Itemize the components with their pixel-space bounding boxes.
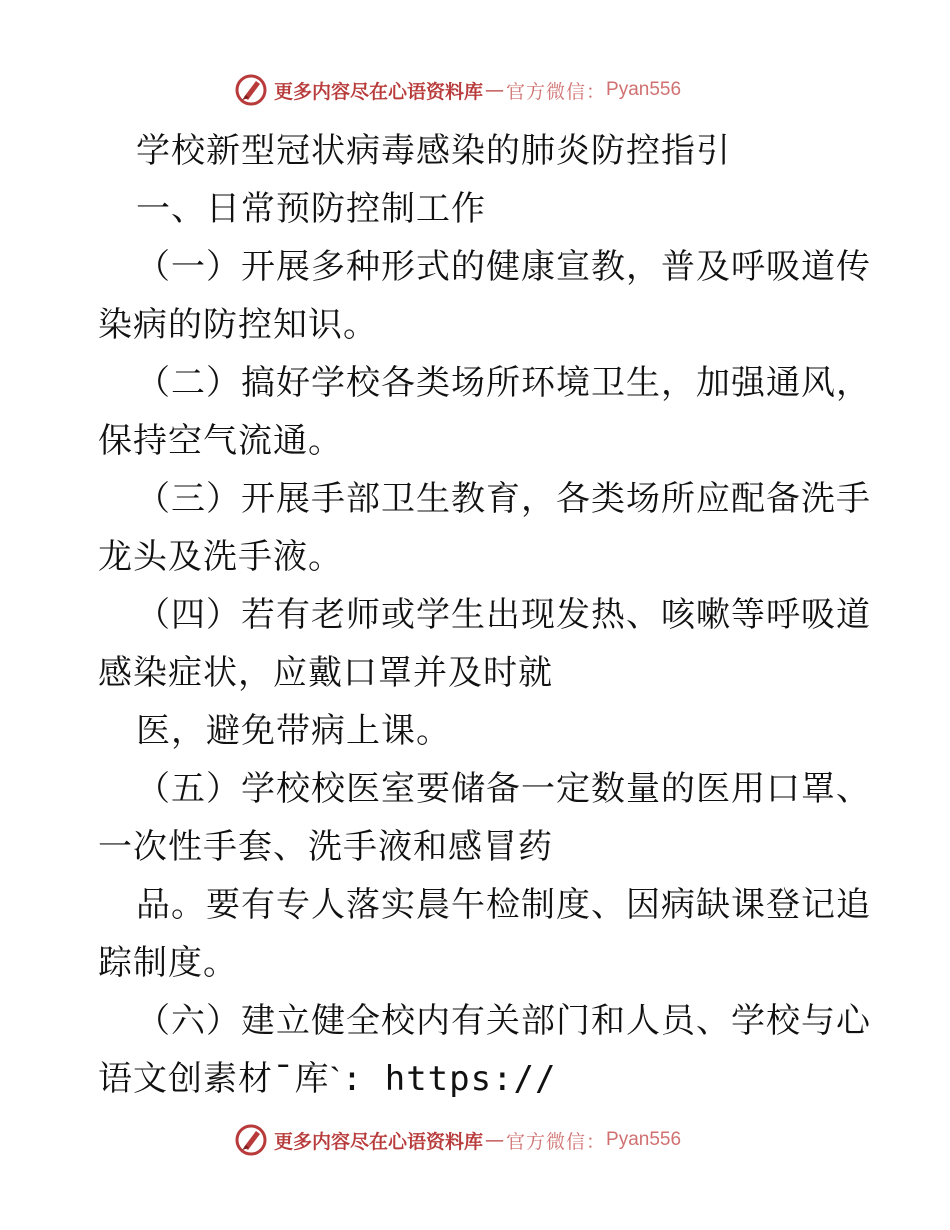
paragraph-line: （三）开展手部卫生教育，各类场所应配备洗手 — [136, 479, 871, 519]
watermark-header — [234, 70, 714, 110]
watermark-brand: 更多内容尽在心语资料库 — [274, 1130, 484, 1153]
paragraph-line: （一）开展多种形式的健康宣教，普及呼吸道传 — [136, 247, 871, 287]
paragraph-line: 染病的防控知识。 — [98, 305, 378, 345]
paragraph-line: 感染症状，应戴口罩并及时就 — [98, 653, 553, 693]
document-title: 学校新型冠状病毒感染的肺炎防控指引 — [136, 131, 731, 171]
section-heading: 一、日常预防控制工作 — [136, 189, 486, 229]
watermark-brand: 更多内容尽在心语资料库 — [274, 80, 484, 103]
watermark-official-label: 官方微信： — [506, 1130, 607, 1153]
watermark-official-label: 官方微信： — [506, 80, 607, 103]
paragraph-line: （二）搞好学校各类场所环境卫生，加强通风， — [136, 363, 871, 403]
pen-seal-icon — [234, 1123, 268, 1157]
paragraph-line: 一次性手套、洗手液和感冒药 — [98, 827, 553, 867]
document-body — [98, 122, 871, 1108]
watermark-separator: — — [485, 79, 505, 101]
paragraph-line: （六）建立健全校内有关部门和人员、学校与心 — [136, 1001, 871, 1041]
paragraph-line: 语文创素材¯库ˋ: https:// — [98, 1059, 557, 1099]
paragraph-line: 保持空气流通。 — [98, 421, 343, 461]
paragraph-line: （五）学校校医室要储备一定数量的医用口罩、 — [136, 769, 871, 809]
paragraph-line: 医，避免带病上课。 — [136, 711, 451, 751]
paragraph-line: 踪制度。 — [98, 943, 238, 983]
watermark-wechat-id: Pyan556 — [606, 1129, 682, 1150]
paragraph-line: （四）若有老师或学生出现发热、咳嗽等呼吸道 — [136, 595, 871, 635]
watermark-separator: — — [485, 1129, 505, 1151]
paragraph-line: 龙头及洗手液。 — [98, 537, 343, 577]
watermark-footer — [234, 1120, 714, 1160]
watermark-wechat-id: Pyan556 — [606, 79, 682, 100]
paragraph-line: 品。要有专人落实晨午检制度、因病缺课登记追 — [136, 885, 871, 925]
pen-seal-icon — [234, 73, 268, 107]
